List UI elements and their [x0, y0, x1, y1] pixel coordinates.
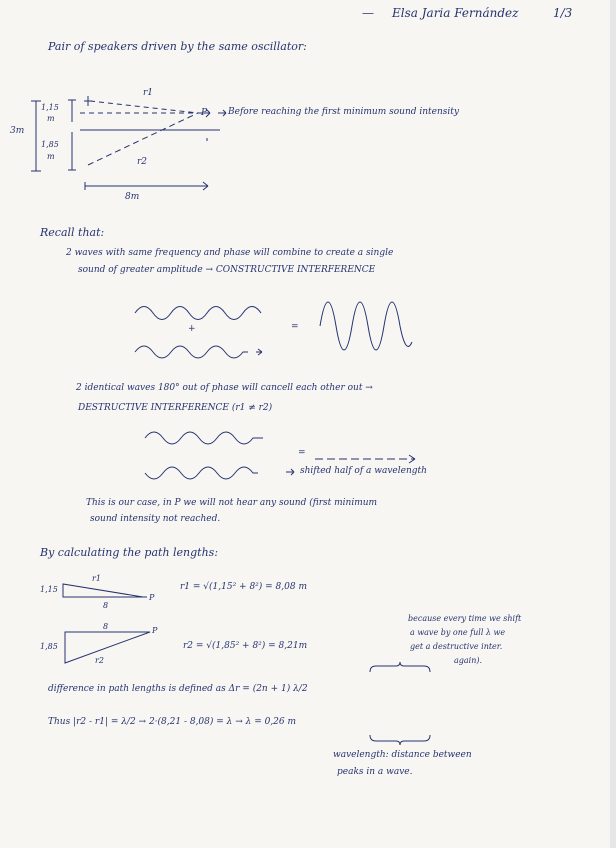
tri2-top: 8	[103, 622, 109, 631]
bullet2-line1: 2 identical waves 180° out of phase will cancell each other out →	[76, 383, 373, 393]
difference-definition: difference in path lengths is defined as Δr = (2n + 1) λ/2	[48, 684, 308, 694]
point-p-label: P	[201, 108, 208, 118]
tri2-hypotenuse: r2	[95, 656, 104, 665]
author-name: Elsa Jaria Fernández	[392, 6, 519, 20]
dim-1-85: 1,85	[41, 140, 59, 149]
bullet1-line1: 2 waves with same frequency and phase will combine to create a single	[66, 248, 394, 258]
r1-label: r1	[143, 88, 154, 98]
tri2-p: P	[152, 626, 158, 635]
because-note-3: get a destructive inter.	[410, 642, 503, 651]
dim-1-15-unit: m	[47, 114, 55, 123]
tri1-base: 8	[103, 601, 109, 610]
tri1-p: P	[149, 593, 155, 602]
header-dash: —	[362, 6, 374, 20]
our-case-line1: This is our case, in P we will not hear any sound (first minimum	[86, 498, 378, 508]
because-note-4: again).	[454, 656, 483, 665]
recall-title: Recall that:	[40, 226, 105, 239]
equals-sign-2: =	[298, 448, 306, 458]
page-number: 1/3	[553, 6, 573, 20]
wavelength-def-2: peaks in a wave.	[337, 767, 413, 777]
intro-text: Pair of speakers driven by the same oscillator:	[48, 40, 307, 53]
tri2-height: 1,85	[40, 642, 58, 651]
r2-label: r2	[137, 157, 148, 167]
bullet1-line2: sound of greater amplitude → CONSTRUCTIVE INTERFERENCE	[78, 265, 376, 275]
wavelength-def-1: wavelength: distance between	[333, 750, 472, 760]
before-minimum-note: Before reaching the first minimum sound intensity	[228, 107, 459, 117]
because-note-2: a wave by one full λ we	[410, 628, 506, 637]
equals-sign-1: =	[291, 322, 299, 332]
plus-sign: +	[188, 324, 196, 334]
because-note-1: because every time we shift	[408, 614, 522, 623]
r2-equation: r2 = √(1,85² + 8²) = 8,21m	[183, 641, 308, 651]
dim-1-85-unit: m	[47, 152, 55, 161]
dim-3m: 3m	[10, 126, 25, 136]
tri1-height: 1,15	[40, 585, 58, 594]
calc-title: By calculating the path lengths:	[40, 546, 219, 559]
bullet2-line2: DESTRUCTIVE INTERFERENCE (r1 ≠ r2)	[78, 403, 273, 413]
shifted-half-wavelength: shifted half of a wavelength	[300, 466, 427, 476]
r1-equation: r1 = √(1,15² + 8²) = 8,08 m	[180, 582, 307, 592]
dim-1-15: 1,15	[41, 103, 59, 112]
dim-8m: 8m	[125, 192, 140, 202]
thus-calculation: Thus |r2 - r1| = λ/2 → 2·(8,21 - 8,08) = λ → λ = 0,26 m	[48, 717, 297, 727]
tri1-hypotenuse: r1	[92, 574, 101, 583]
our-case-line2: sound intensity not reached.	[90, 514, 221, 524]
